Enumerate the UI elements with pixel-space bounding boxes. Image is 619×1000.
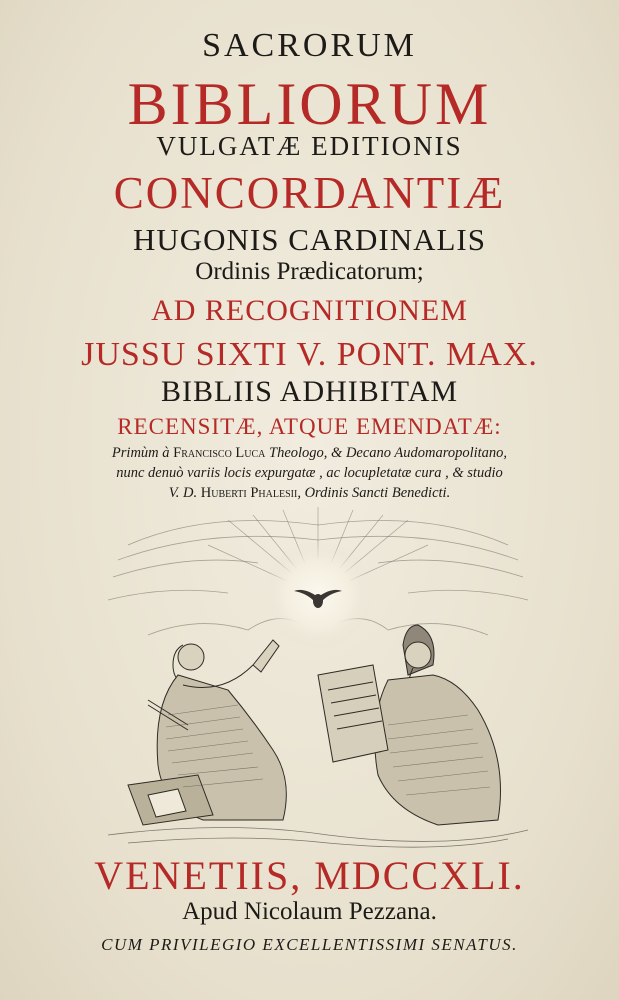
author-name-francisco-luca: Francisco Luca [173, 445, 266, 461]
imprint-text: , Ordinis Sancti Benedicti. [297, 485, 451, 501]
title-line-recognitionem: AD RECOGNITIONEM [151, 294, 468, 327]
imprint-text: V. D. [168, 485, 201, 501]
title-line-concordantiae: CONCORDANTIÆ [113, 168, 506, 218]
title-line-vulgatae: VULGATÆ EDITIONIS [156, 131, 463, 161]
title-line-sacrorum: SACRORUM [202, 27, 417, 64]
title-line-jussu-sixti: JUSSU SIXTI V. PONT. MAX. [81, 336, 538, 373]
seated-figure-right [318, 625, 501, 825]
author-name-huberti-phalesii: Huberti Phalesii [200, 485, 298, 501]
imprint-line-phalesii [0, 485, 619, 502]
imprint-publisher: Apud Nicolaum Pezzana. [182, 898, 437, 925]
imprint-line-francisco [0, 445, 619, 462]
imprint-text: Primùm à [111, 445, 174, 461]
title-line-bibliorum: BIBLIORUM [127, 71, 492, 137]
engraving-illustration [88, 505, 548, 850]
imprint-line-expurgatae: nunc denuò variis locis expurgatæ , ac locupletatæ cura , & studio [116, 465, 503, 481]
ground-hatching [108, 828, 528, 848]
title-line-hugonis: HUGONIS CARDINALIS [133, 222, 486, 257]
imprint-text: Theologo, & Decano Audomaropolitano, [265, 445, 508, 461]
imprint-place-date: VENETIIS, MDCCXLI. [94, 853, 525, 898]
title-line-bibliis: BIBLIIS ADHIBITAM [160, 375, 459, 408]
title-line-ordinis: Ordinis Prædicatorum; [195, 258, 424, 285]
imprint-privilege: CUM PRIVILEGIO EXCELLENTISSIMI SENATUS. [101, 935, 518, 954]
title-line-recensitae: RECENSITÆ, ATQUE EMENDATÆ: [117, 414, 502, 439]
